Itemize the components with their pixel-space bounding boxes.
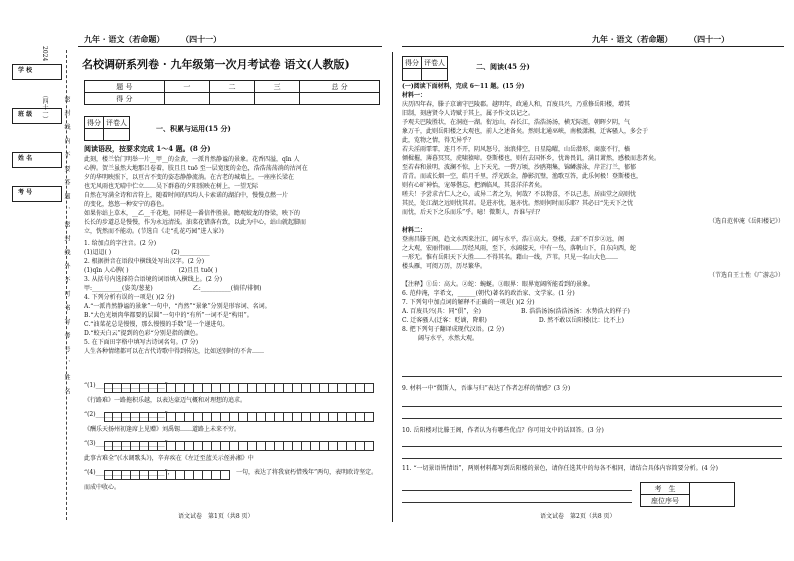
header-left-no: （四十一） — [181, 34, 222, 44]
header-right — [592, 34, 729, 45]
m1-line: 此，览物之情，得无异乎？ — [402, 137, 475, 144]
footer-left: 语文试卷 第1页（共8 页） — [178, 513, 254, 520]
q10-answer-line-2[interactable] — [402, 458, 782, 459]
m2-line: 一形无。惟有岳阳天下大胜……不得其名。藉山一线，芦苇。只见一名山大色…… — [402, 254, 619, 261]
header-left-text: 九年 · 语文（若命题） — [84, 34, 165, 44]
reviewer-label: 评卷人 — [104, 117, 130, 129]
reviewer-right-score-cell[interactable] — [403, 69, 422, 81]
reading-a: (一)阅读下面材料，完成 6～11 题。(15 分) — [402, 83, 525, 90]
q7: 7. 下列句中加点词的解释不正确的一项是( )(2 分) — [402, 299, 535, 306]
poem-grid-4[interactable] — [104, 470, 230, 480]
poem-grid-1[interactable] — [104, 383, 374, 393]
q4-opt-a: A.“一派肖然静谧的景象”一句中，“肖然”“景象”分别是形容词、名词。 — [84, 303, 271, 310]
class-label: 班 级 — [18, 111, 33, 118]
q10-answer-line-1[interactable] — [402, 446, 782, 447]
q1-item-2[interactable]: (2)__________ — [171, 249, 210, 256]
q4-opt-b: B.“大色光顷肉华都要的层圆”一句中的“有所”一词不是“构用”。 — [84, 312, 253, 319]
m2-note: 【注释】①岳：高大。②蛇：蜿蜒。③眼界：眼界宽阔所能看到的景象。 — [402, 281, 595, 288]
score-row-label: 得 分 — [85, 93, 165, 105]
header-left — [84, 34, 221, 45]
q9: 9. 材料一中“微斯人，吾谁与归”表达了作者怎样的情感？(3 分) — [402, 385, 571, 392]
poem-line-4: 《酬乐天扬州初逢席上见赠》刘禹锡……道路上未来不穷。 — [84, 426, 241, 433]
reviewer-score-label: 得分 — [85, 117, 104, 129]
m1-line: 旧制，刻唐贤今人诗赋于其上，属予作文以记之。 — [402, 110, 535, 117]
poem-grid-3[interactable] — [104, 441, 374, 451]
passage1-line: 如果你站上草木，__乙__千花地，同样是一番信件胜景。瞻观蛟龙的脊梁，映下的 — [84, 210, 301, 217]
score-h0: 题 号 — [85, 81, 165, 93]
score-h4: 总 分 — [300, 81, 380, 93]
poem-line-7: 一句，表达了将我衰朽惜残年”两句，表明欧诗坚定。 — [236, 469, 378, 476]
m1-line: 象万千，此则岳阳楼之大观也，前人之述备矣。然则北通巫峡，南极潇湘，迁客骚人，多会于 — [402, 128, 649, 135]
passage1-line: 夕的华明映照下，以亘古不变的姿态静静流淌。在古老的城墙上，一座座长梁在 — [84, 174, 295, 181]
seat-label-2: 座位序号 — [641, 495, 690, 507]
footer-right: 语文试卷 第2页（共8 页） — [540, 513, 616, 520]
q3-item-2[interactable]: 乙:__________(徜徉/徘徊) — [192, 285, 262, 292]
poem-line-2: 《行路难》一路拖积乐越，以表达豪迈气概和对理想的追求。 — [84, 397, 247, 404]
q4-opt-c: C.“油菜花总是慢慢，那么慢慢的手数”是一个递进句。 — [84, 321, 229, 328]
header-right-text: 九年 · 语文（若命题） — [592, 34, 673, 44]
poem-grid-2[interactable] — [104, 412, 374, 422]
reviewer-right-score-label: 得分 — [403, 57, 422, 69]
material2-label: 材料二： — [402, 227, 427, 234]
m1-line: 而忧，后天下之乐而乐”乎。噫！微斯人，吾谁与归？ — [402, 209, 544, 216]
q2-item-2[interactable]: (2)且且 tuō( ) — [178, 267, 218, 274]
score-h3: 三 — [255, 81, 300, 93]
q7-opts-row2 — [402, 316, 784, 325]
reviewer-name-cell[interactable] — [104, 129, 130, 141]
poem-label-2: “(2)_______________________” — [84, 411, 168, 418]
q7-opt-b: B. 浩浩汤汤(浩浩汤汤：水势浩大的样子) — [520, 308, 630, 315]
q6: 6. 范仲淹，字希文，______(朝代)著名的政治家、文学家。(1 分) — [402, 290, 575, 297]
q4-opt-d: D.“蛟天白云”提到的色彩“分别是指的颜色。 — [84, 330, 202, 337]
q3-items — [84, 284, 380, 293]
q7-opt-d: D. 然不敢以岳阳楼(比：比不上) — [538, 317, 624, 324]
poem-line-8: 而成中收心。 — [84, 484, 121, 491]
questions-1-4 — [84, 239, 380, 356]
score-table — [84, 80, 380, 105]
q9-answer-line-2[interactable] — [402, 418, 782, 419]
m1-line: 若夫淫雨霏霏，连月不开，阴风怒号，浊浪排空，日星隐曜，山岳潜形，商旅不行，樯 — [402, 146, 631, 153]
q8-answer-line[interactable] — [402, 376, 782, 377]
passage1-line: 长长的步道总是慢慢，作为永远清浅。油菜花错落有致，以此为中心，站山就起脚而 — [84, 219, 307, 226]
header-left-rule — [78, 46, 382, 47]
score-cell-3[interactable] — [255, 93, 300, 105]
m2-source: （节选自王士性《广游志》） — [708, 272, 784, 279]
passage1-line: 的变化，悠悠一种安宁的暮色。 — [84, 201, 169, 208]
material1-label: 材料一： — [402, 92, 427, 99]
poem-label-3: “(3)_______________________” — [84, 440, 168, 447]
q8: 8. 把下列句子翻译成现代汉语。(2 分) — [402, 326, 505, 333]
q11: 11. “一切景语皆情语”，两则材料都写到岳阳楼的景色，请你任选其中的每各不相同，请结合具体内容简要分析。(4 分) — [402, 465, 718, 472]
m1-line: 嗟夫！予尝求古仁人之心，或异二者之为，何哉？不以物喜，不以己悲，居庙堂之高则忧 — [402, 191, 637, 198]
m1-line: 倾楫摧，薄暮冥冥，虎啸猿啼。登斯楼也，则有去国怀乡，忧谗畏讥，满目萧然，感极而悲者矣。 — [402, 155, 661, 162]
binding-line — [66, 50, 67, 520]
name-label: 姓 名 — [18, 155, 33, 162]
q5-text: 人生各种情绪都可以在古代诗歌中得到传达，比如送别时的不舍…… — [84, 348, 265, 355]
q3-item-1[interactable]: 甲:__________(姿美/葱茏) — [84, 285, 153, 292]
m1-line: 至若春和景明，波澜不惊，上下天光，一碧万顷，沙鸥翔集，锦鳞游泳，岸芷汀兰，郁郁 — [402, 164, 637, 171]
header-right-no: （四十一） — [689, 34, 730, 44]
poem-line-6: 此事古难全”(《水调歌头》)，辛弃疾在《左迁至蓝关示侄孙湘》中 — [84, 455, 254, 462]
q1-items — [84, 248, 380, 257]
q3: 3. 从括号内选择符合语境的词语填入横线上。(2 分) — [84, 276, 223, 283]
q7-opts-row1 — [402, 307, 784, 316]
q2: 2. 根据拼音在语段中横线处写出汉字。(2 分) — [84, 258, 205, 265]
year-mark: 2024 — [41, 46, 48, 62]
score-cell-total[interactable] — [300, 93, 380, 105]
score-cell-2[interactable] — [209, 93, 254, 105]
passage1-line: 自然在写满全诗和音符上，随着时间的四均人卡索诺的湖泊中，慢慢点燃一片 — [84, 192, 289, 199]
school-label: 学 校 — [18, 67, 33, 74]
score-h1: 一 — [164, 81, 209, 93]
passage1-line: 心脾。贺兰虽然大地那吕卷着，肢且且 tuō 至一层宽度的金色，浩浩荡荡淌的沽河在 — [84, 165, 308, 172]
q8-text: 阔与水平，水然大观。 — [418, 335, 479, 342]
q5: 5. 在下面田字格中填写古诗词名句。(7 分) — [84, 339, 199, 346]
reviewer-box-left — [84, 116, 130, 141]
reviewer-box-right — [402, 56, 448, 81]
q7-opt-c: C. 迁客骚人(迁客：贬谪，降职) — [402, 317, 487, 324]
m2-line: 登南昌滕王阁，趋文水西来注江，阔与水平，浩①高大。登楼，去旷不百步②远，阁 — [402, 236, 625, 243]
q2-items — [84, 266, 380, 275]
q1-item-1[interactable]: (1)迢迢( ) — [84, 249, 112, 256]
poem-label-4: “(4)_______________________”， — [84, 469, 174, 476]
seat-label-1: 考 生 — [641, 483, 690, 495]
q11-answer-line-1[interactable] — [402, 490, 632, 491]
m2-line: 楼头雁，可阅万历，历尽繁华。 — [402, 263, 487, 270]
page-divider — [392, 52, 393, 522]
seat-box — [640, 482, 735, 507]
q4: 4. 下列分析有误的一项是( )(2 分) — [84, 294, 175, 301]
passage1-line: 立，恍然而不能动。(节选自《走“孔花巧园”进人家》) — [84, 228, 224, 235]
m1-line: 青青。而或长烟一空，皓月千里，浮光跃金，静影沉璧，渔歌互答，此乐何极！登斯楼也， — [402, 173, 643, 180]
reviewer-score-cell[interactable] — [85, 129, 104, 141]
section2-title: 二、阅读(45 分) — [476, 62, 530, 71]
exam-no-label: 考 号 — [18, 189, 33, 196]
q10: 10. 岳阳楼对比滕王阁，作者认为有哪些优点？你可用文中的话回答。(3 分) — [402, 427, 604, 434]
q7-opt-a: A. 百废具兴(具：同“俱”，全) — [402, 308, 481, 315]
m1-line: 予观夫巴陵胜状，在洞庭一湖。衔远山，吞长江，浩浩汤汤，横无际涯，朝晖夕阴，气 — [402, 119, 631, 126]
series-mark: （四十一） — [41, 92, 48, 122]
reviewer-right-label: 评卷人 — [422, 57, 448, 69]
seat-input[interactable] — [690, 483, 735, 507]
header-right-rule — [402, 46, 784, 47]
m1-line: 其民，处江湖之远则忧其君。是进亦忧，退亦忧。然则何时而乐耶？其必曰“先天下之忧 — [402, 200, 634, 207]
exam-title: 名校调研系列卷 · 九年级第一次月考试卷 语文(人教版) — [82, 58, 350, 71]
reading-section — [402, 82, 784, 343]
poem-label-1: “(1)_______________________” — [84, 382, 168, 389]
q9-answer-line-1[interactable] — [402, 406, 782, 407]
q11-answer-line-2[interactable] — [402, 502, 632, 503]
passage1-line: 也无风雨也无晴中伫立……吴下群暮的夕阳照映在树上，一望无际 — [84, 183, 259, 190]
binding-warning: 密 封 线 内 不 要 答 题 、 密 封 线 外 不 可 书 写 考 号 、 姓 名 — [63, 96, 70, 398]
passage1 — [84, 155, 380, 236]
section1-title: 一、积累与运用(15 分) — [156, 124, 231, 133]
passage1-line: 此刻，楼兰恰门明举一片__甲__的金黄，一派肖然静谧的景象。花香四溢，qīn 人 — [84, 156, 300, 163]
m1-source: （选自范仲淹《岳阳楼记》） — [708, 218, 784, 225]
binding-strip — [6, 46, 70, 476]
intro: 阅读语段，按要求完成 1～4 题。(8 分) — [84, 144, 211, 153]
q1: 1. 给加点的字注音。(2 分) — [84, 240, 157, 247]
q2-item-1[interactable]: (1)qīn 人心脾( ) — [84, 267, 129, 274]
score-h2: 二 — [209, 81, 254, 93]
m1-line: 庆历四年春，滕子京谪守巴陵郡。越明年，政通人和，百废具兴，乃重修岳阳楼，增其 — [402, 101, 631, 108]
m1-line: 则有心旷神怡，宠辱偕忘，把酒临风，其喜洋洋者矣。 — [402, 182, 547, 189]
reviewer-right-name-cell[interactable] — [422, 69, 448, 81]
score-cell-1[interactable] — [164, 93, 209, 105]
m2-line: 之大观，宏丽伟丽……历经风雨，至下，水阔接天，中有一鸟，落帆山下，自东向西，蛇 — [402, 245, 637, 252]
